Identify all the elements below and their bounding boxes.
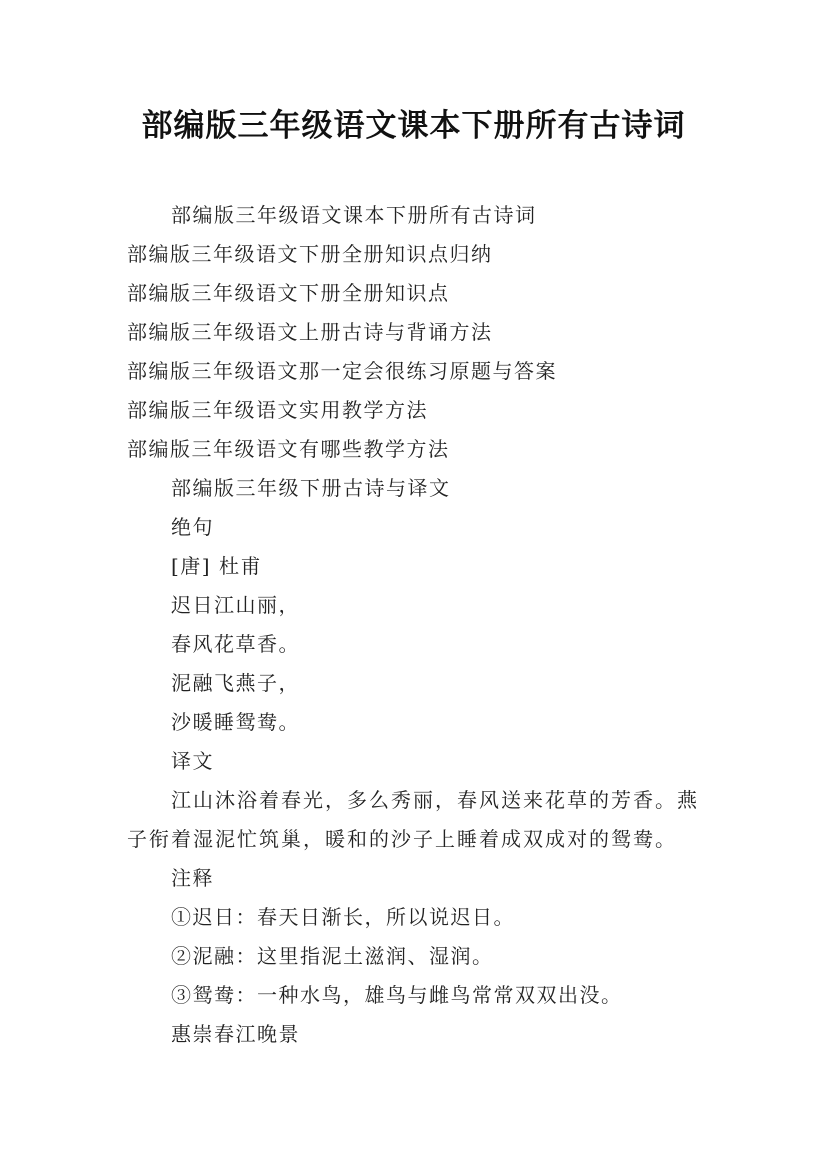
note-item: ②泥融：这里指泥土滋润、湿润。 bbox=[171, 944, 494, 968]
text-line: 部编版三年级语文课本下册所有古诗词 bbox=[171, 203, 537, 227]
translation-paragraph: 江山沐浴着春光，多么秀丽，春风送来花草的芳香。燕子衔着湿泥忙筑巢，暖和的沙子上睡着成双成对的鸳鸯。 bbox=[127, 788, 699, 851]
note-item: ③鸳鸯：一种水鸟，雄鸟与雌鸟常常双双出没。 bbox=[171, 983, 623, 1007]
poem-verse: 春风花草香。 bbox=[171, 632, 300, 656]
poem-verse: 泥融飞燕子， bbox=[171, 671, 300, 695]
poem-title: 惠崇春江晚景 bbox=[171, 1022, 300, 1046]
document-title: 部编版三年级语文课本下册所有古诗词 bbox=[141, 108, 686, 144]
poem-verse: 迟日江山丽， bbox=[171, 593, 300, 617]
related-link: 部编版三年级语文实用教学方法 bbox=[127, 398, 428, 422]
translation-heading: 译文 bbox=[171, 749, 214, 773]
document-body bbox=[127, 196, 707, 1054]
related-link: 部编版三年级语文下册全册知识点 bbox=[127, 281, 450, 305]
related-link: 部编版三年级语文下册全册知识点归纳 bbox=[127, 242, 493, 266]
poem-verse: 沙暖睡鸳鸯。 bbox=[171, 710, 300, 734]
related-link: 部编版三年级语文上册古诗与背诵方法 bbox=[127, 320, 493, 344]
notes-heading: 注释 bbox=[171, 866, 214, 890]
poem-author: [唐] 杜甫 bbox=[171, 554, 262, 578]
related-link: 部编版三年级语文有哪些教学方法 bbox=[127, 437, 450, 461]
poem-title: 绝句 bbox=[171, 515, 214, 539]
section-heading: 部编版三年级下册古诗与译文 bbox=[171, 476, 451, 500]
note-item: ①迟日：春天日渐长，所以说迟日。 bbox=[171, 905, 515, 929]
related-link: 部编版三年级语文那一定会很练习原题与答案 bbox=[127, 359, 557, 383]
